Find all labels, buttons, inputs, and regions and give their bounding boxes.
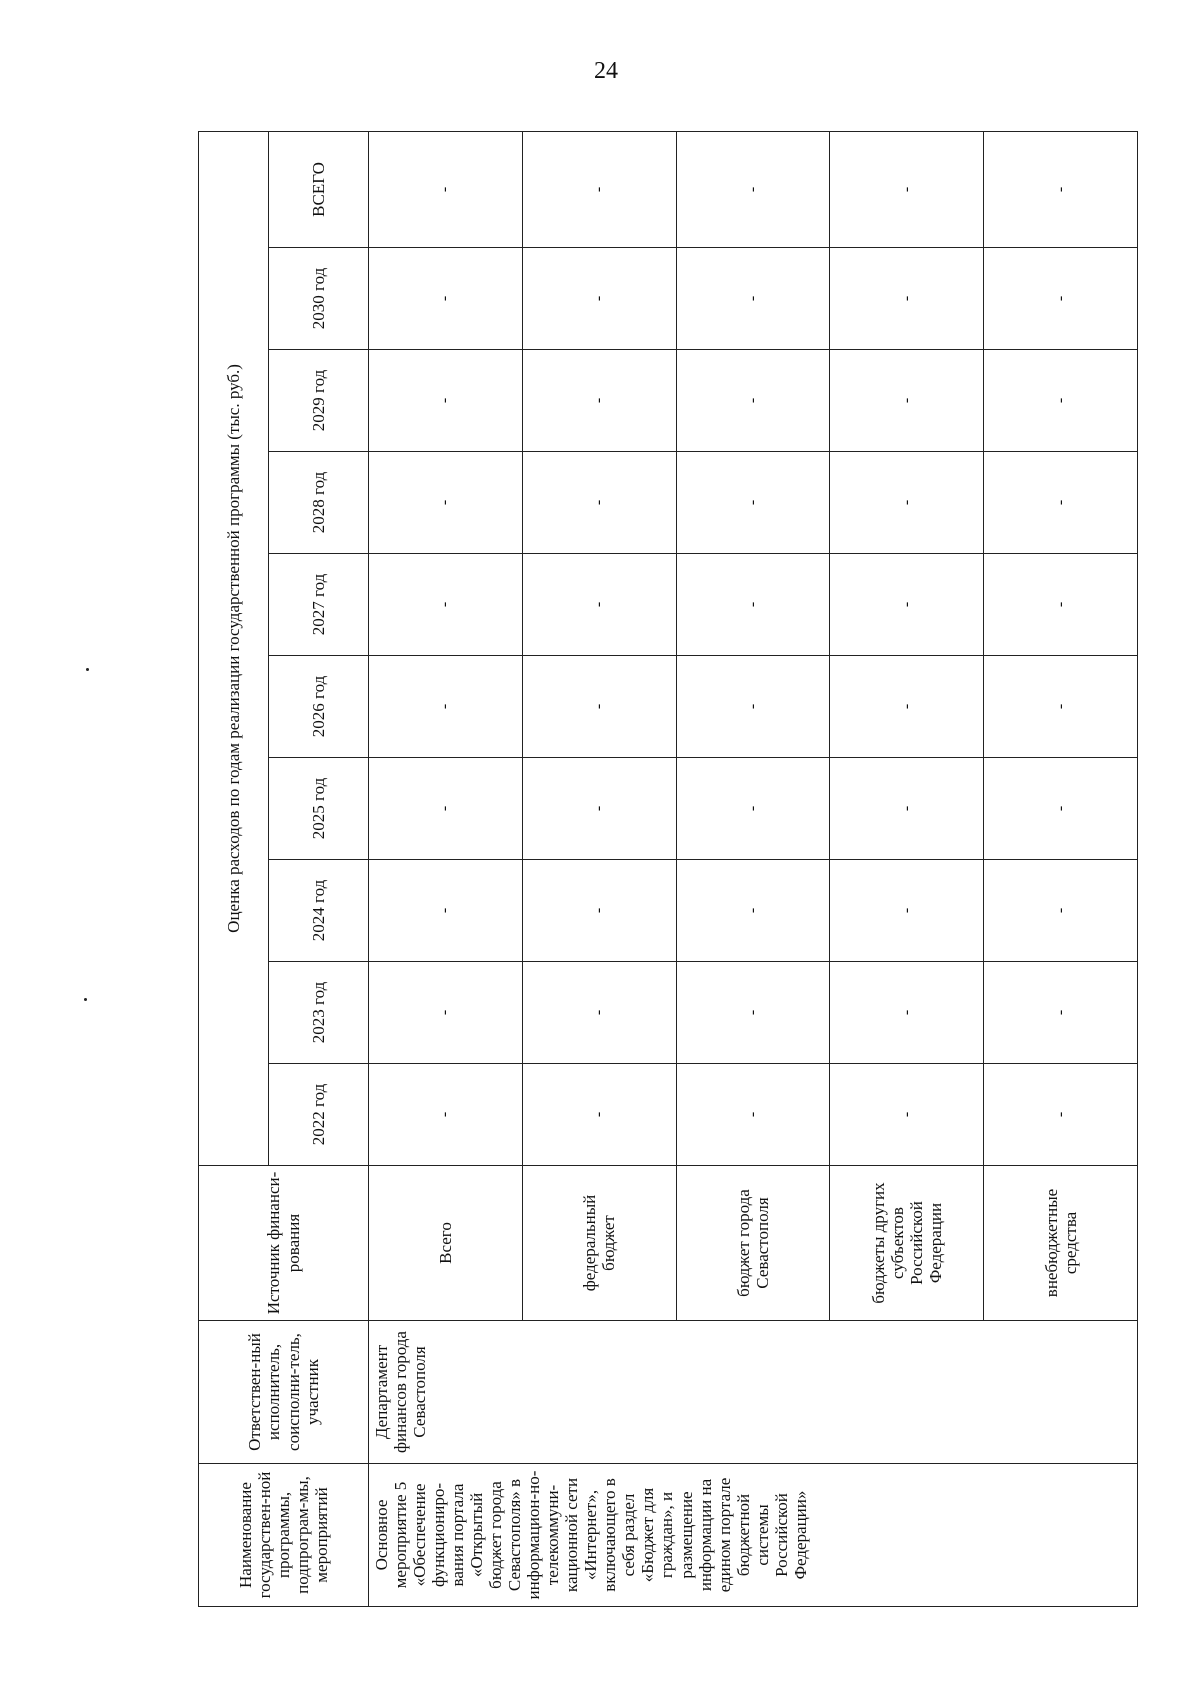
header-responsible: Ответствен-ный исполнитель, соисполни-тель, участник xyxy=(199,1321,369,1464)
value-cell: - xyxy=(830,860,984,962)
value-cell: - xyxy=(369,962,523,1064)
header-year: 2030 год xyxy=(269,248,369,350)
value-cell: - xyxy=(830,452,984,554)
value-cell: - xyxy=(984,1064,1138,1166)
value-cell: - xyxy=(676,350,830,452)
header-year: 2029 год xyxy=(269,350,369,452)
value-cell: - xyxy=(369,1064,523,1166)
source-cell: бюджет города Севастополя xyxy=(676,1166,830,1321)
value-cell: - xyxy=(522,860,676,962)
header-year: 2024 год xyxy=(269,860,369,962)
header-name: Наименование государствен-ной программы, подпрограм-мы, мероприятий xyxy=(199,1464,369,1607)
page-number: 24 xyxy=(594,58,618,84)
value-cell: - xyxy=(830,248,984,350)
header-year: 2025 год xyxy=(269,758,369,860)
value-cell: - xyxy=(522,758,676,860)
value-cell: - xyxy=(369,656,523,758)
rotated-table-container xyxy=(198,132,1138,1607)
value-cell: - xyxy=(522,350,676,452)
value-cell: - xyxy=(676,860,830,962)
value-cell: - xyxy=(984,860,1138,962)
value-cell: - xyxy=(676,131,830,247)
header-year: 2027 год xyxy=(269,554,369,656)
scan-speck xyxy=(84,998,87,1001)
value-cell: - xyxy=(369,758,523,860)
value-cell: - xyxy=(984,350,1138,452)
value-cell: - xyxy=(984,656,1138,758)
value-cell: - xyxy=(522,1064,676,1166)
header-year: 2023 год xyxy=(269,962,369,1064)
value-cell: - xyxy=(676,962,830,1064)
expenses-table xyxy=(198,131,1138,1607)
value-cell: - xyxy=(830,554,984,656)
value-cell: - xyxy=(676,452,830,554)
value-cell: - xyxy=(522,131,676,247)
responsible-value: Департамент финансов города Севастополя xyxy=(369,1321,1138,1464)
value-cell: - xyxy=(676,248,830,350)
value-cell: - xyxy=(676,656,830,758)
value-cell: - xyxy=(830,962,984,1064)
value-cell: - xyxy=(984,554,1138,656)
value-cell: - xyxy=(830,656,984,758)
header-expenses-group: Оценка расходов по годам реализации государственной программы (тыс. руб.) xyxy=(199,131,269,1165)
value-cell: - xyxy=(369,131,523,247)
scan-speck xyxy=(86,668,89,671)
value-cell: - xyxy=(369,248,523,350)
value-cell: - xyxy=(830,758,984,860)
value-cell: - xyxy=(830,350,984,452)
source-cell: бюджеты других субъектов Российской Федерации xyxy=(830,1166,984,1321)
value-cell: - xyxy=(984,758,1138,860)
value-cell: - xyxy=(522,656,676,758)
value-cell: - xyxy=(369,554,523,656)
value-cell: - xyxy=(676,1064,830,1166)
measure-name: Основное мероприятие 5 «Обеспечение функциониро-вания портала «Открытый бюджет города Севастополя» в информацион-но-телекоммуни-кационной сети «Интернет», включающего в себя раздел «Бюджет для граждан», и размещение информации на едином портале бюджетной системы Российской Федерации» xyxy=(369,1464,1138,1607)
value-cell: - xyxy=(522,962,676,1064)
value-cell: - xyxy=(984,962,1138,1064)
source-cell: федеральный бюджет xyxy=(522,1166,676,1321)
value-cell: - xyxy=(676,554,830,656)
source-cell: Всего xyxy=(369,1166,523,1321)
header-source: Источник финанси-рования xyxy=(199,1166,369,1321)
header-total: ВСЕГО xyxy=(269,131,369,247)
value-cell: - xyxy=(830,131,984,247)
value-cell: - xyxy=(522,452,676,554)
value-cell: - xyxy=(369,350,523,452)
table-row xyxy=(369,131,523,1606)
header-year: 2022 год xyxy=(269,1064,369,1166)
value-cell: - xyxy=(984,452,1138,554)
header-year: 2026 год xyxy=(269,656,369,758)
value-cell: - xyxy=(676,758,830,860)
value-cell: - xyxy=(522,248,676,350)
value-cell: - xyxy=(369,860,523,962)
value-cell: - xyxy=(522,554,676,656)
value-cell: - xyxy=(984,248,1138,350)
value-cell: - xyxy=(369,452,523,554)
source-cell: внебюджетные средства xyxy=(984,1166,1138,1321)
value-cell: - xyxy=(830,1064,984,1166)
header-year: 2028 год xyxy=(269,452,369,554)
value-cell: - xyxy=(984,131,1138,247)
